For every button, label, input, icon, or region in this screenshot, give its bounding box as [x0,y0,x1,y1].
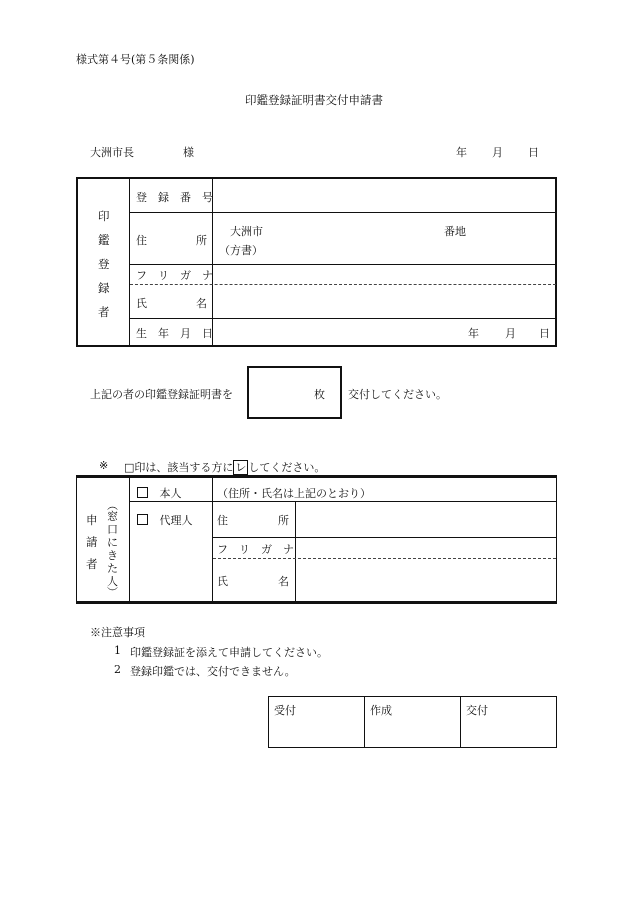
page-title: 印鑑登録証明書交付申請書 [245,93,383,107]
note-item-text: 印鑑登録証を添えて申請してください。 [130,646,328,659]
note-item-text: 登録印鑑では、交付できません。 [130,665,296,678]
applicant-address-label-1: 住 [217,514,228,527]
check-instruction [124,459,325,475]
office-use-box [268,696,557,748]
office-issued-label: 交付 [466,704,488,717]
date-day-label: 日 [528,146,539,159]
birth-day-label: 日 [539,327,550,340]
applicant-name-label-1: 氏 [217,575,228,588]
agent-label: 代理人 [159,514,193,527]
applicant-paren-char: 窓 [107,510,118,523]
applicant-paren-char: 人 [107,575,118,588]
copies-box[interactable] [247,366,342,419]
request-suffix: 交付してください。 [348,388,447,401]
name-label-1: 氏 [136,297,147,310]
registration-number-field[interactable] [214,180,554,210]
registrant-group-char: 鑑 [98,233,110,247]
applicant-paren-char: ︵ [107,499,118,512]
agent-checkbox[interactable] [137,514,148,525]
registrant-group-char: 登 [98,257,110,271]
applicant-paren-char: ︶ [107,586,118,599]
applicant-address-field[interactable] [297,503,554,536]
date-year-label: 年 [456,146,467,159]
check-instruction-after: してください。 [248,461,326,474]
self-label: 本人 [159,487,182,500]
registration-number-label: 登 録 番 号 [136,191,213,204]
address-city: 大洲市 [230,225,263,238]
registrant-group-char: 録 [98,281,110,295]
birth-year-label: 年 [468,327,479,340]
birthdate-label: 生 年 月 日 [136,327,213,340]
birth-month-label: 月 [505,327,516,340]
address-banchi: 番地 [444,225,466,238]
applicant-paren-char: た [107,562,118,575]
agent-option[interactable] [137,512,193,528]
note-item-number: 1 [114,644,121,657]
name-label-2: 名 [196,297,207,310]
applicant-address-label-2: 所 [278,514,289,527]
note-asterisk: ※ [99,459,109,472]
addressee-city-mayor: 大洲市長 [90,146,134,159]
applicant-paren-char: き [107,549,118,562]
request-prefix: 上記の者の印鑑登録証明書を [90,388,233,401]
check-mark-sample: レ [235,461,247,474]
address-katagaki: （方書） [219,244,263,257]
note-item-number: 2 [114,663,121,676]
applicant-group-char: 申 [86,513,98,527]
applicant-group-char: 者 [86,557,98,571]
address-label-2: 所 [196,234,207,247]
applicant-furigana-label: フ リ ガ ナ [217,543,294,556]
applicant-paren-char: 口 [107,523,118,536]
registrant-group-char: 者 [98,305,110,319]
applicant-name-field[interactable] [297,560,554,600]
check-instruction-before: □印は、該当する方に [124,461,234,474]
address-label-1: 住 [136,234,147,247]
notes-heading: ※注意事項 [90,626,145,639]
self-checkbox[interactable] [137,487,148,498]
office-received-label: 受付 [274,704,296,717]
date-month-label: 月 [492,146,503,159]
furigana-field[interactable] [214,266,554,283]
addressee-sama: 様 [183,146,194,159]
applicant-group-char: 請 [86,535,98,549]
form-number: 様式第４号(第５条関係) [76,53,195,66]
office-created-label: 作成 [370,704,392,717]
name-field[interactable] [214,287,554,316]
furigana-label: フ リ ガ ナ [136,269,213,282]
applicant-furigana-field[interactable] [297,539,554,557]
self-note: （住所・氏名は上記のとおり） [217,487,371,500]
self-option[interactable] [137,485,182,501]
copies-unit: 枚 [314,388,325,401]
registrant-group-char: 印 [98,209,110,223]
applicant-paren-char: に [107,536,118,549]
applicant-name-label-2: 名 [278,575,289,588]
